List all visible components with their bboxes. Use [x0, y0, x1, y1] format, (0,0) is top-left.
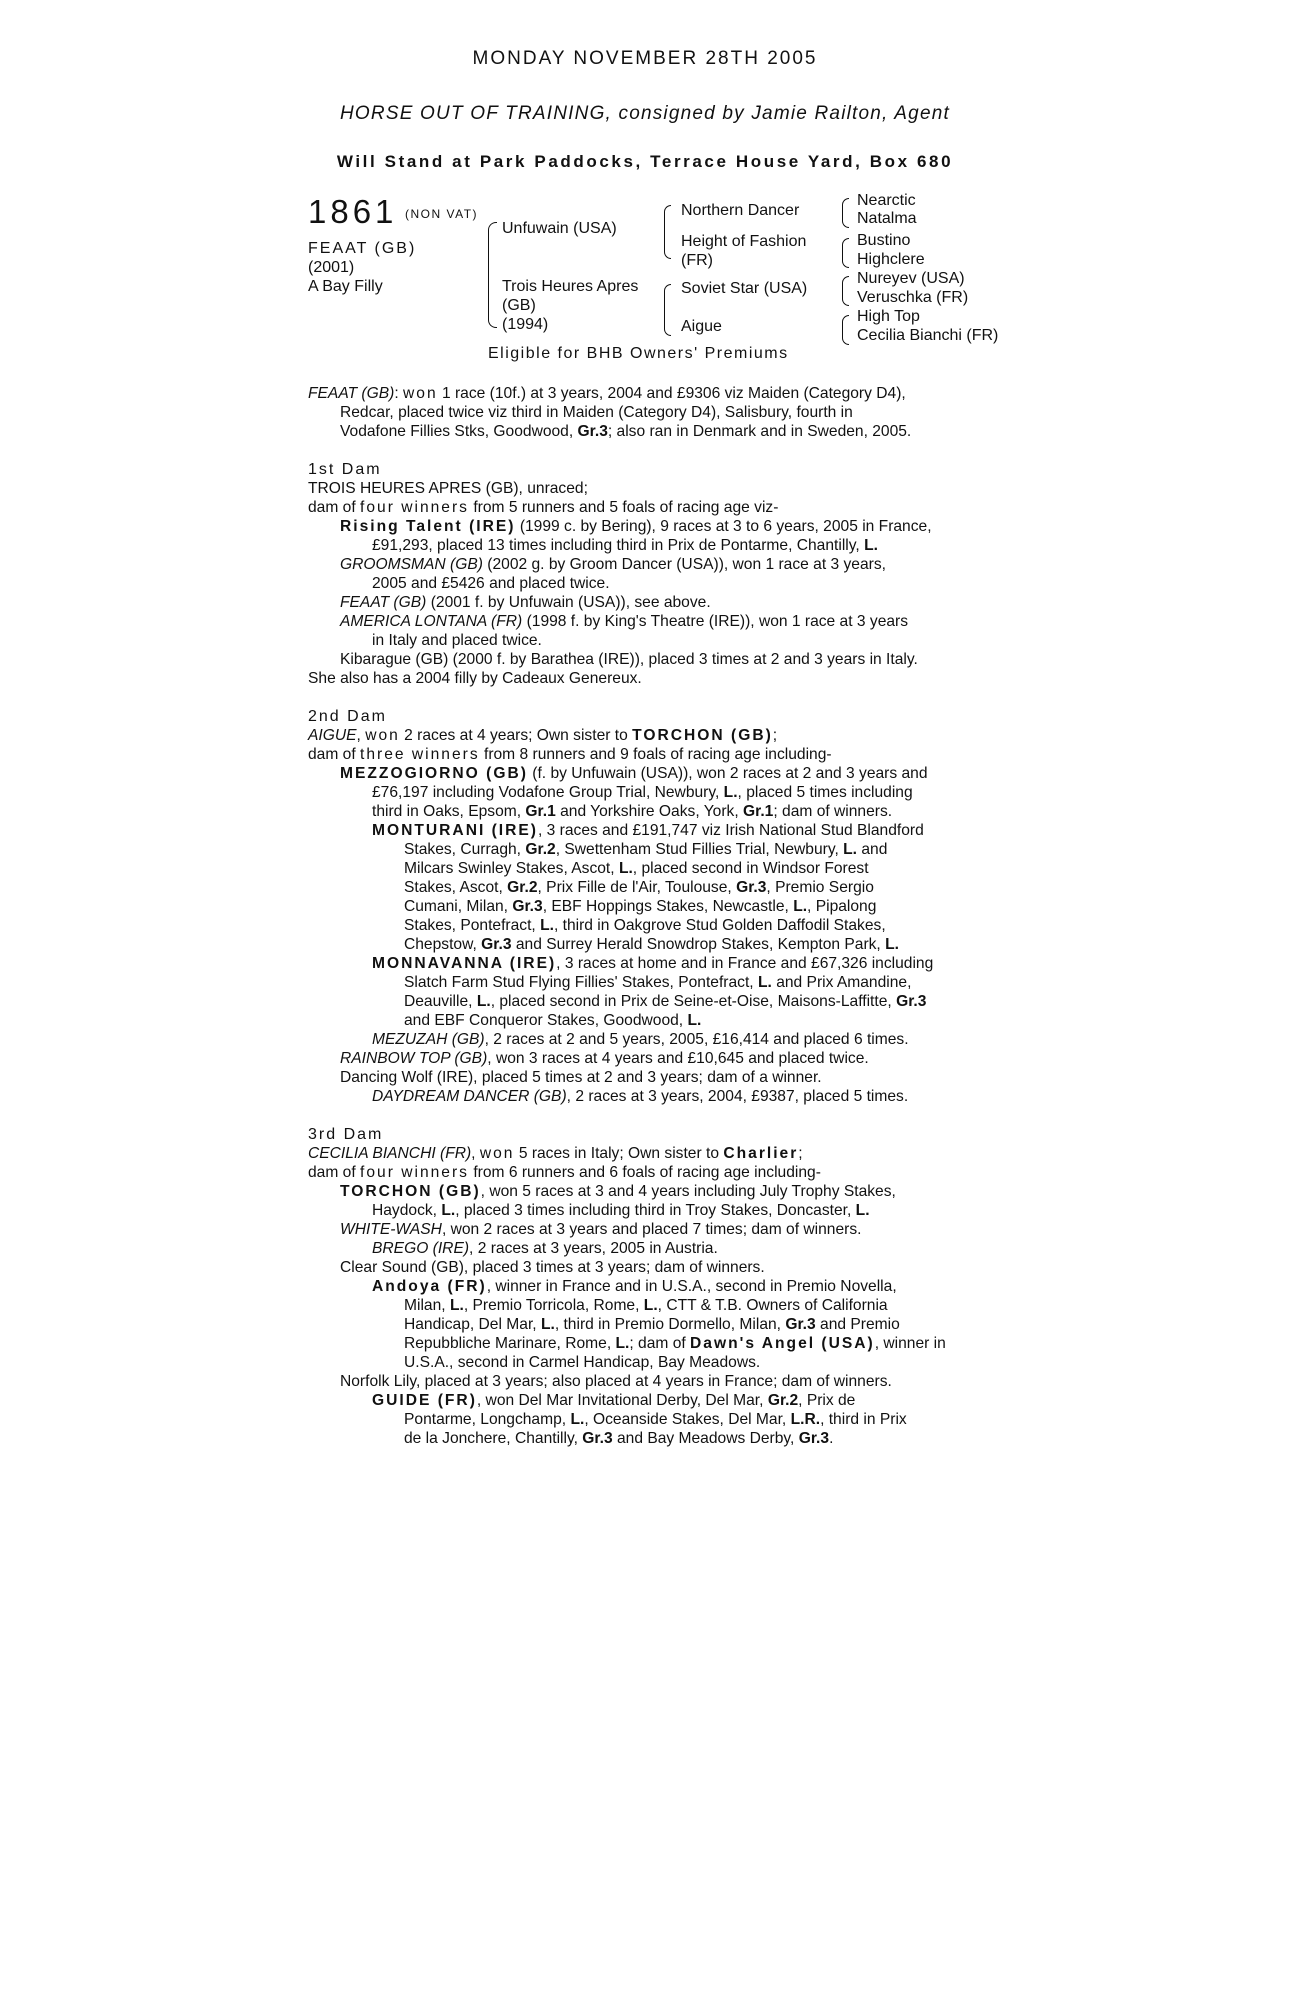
third-dam-winners: four winners: [360, 1164, 469, 1181]
monturani-text-6c: , third in Oakgrove Stud Golden Daffodil Stakes,: [553, 917, 886, 934]
white-wash-line: [340, 1220, 861, 1239]
dam-country: (GB): [502, 297, 536, 314]
guide-line-3: [404, 1429, 833, 1448]
mezzogiorno-grade-3a: Gr.1: [525, 803, 556, 820]
guide-line-1: [372, 1391, 855, 1410]
torchon-grade-a: L.: [441, 1202, 456, 1219]
premiums-eligibility: Eligible for BHB Owners' Premiums: [488, 345, 789, 362]
second-dam-winners: three winners: [360, 746, 480, 763]
white-wash-text: , won 2 races at 3 years and placed 7 times; dam of winners.: [441, 1221, 862, 1238]
cecilia-bianchi-name: CECILIA BIANCHI (FR): [308, 1145, 472, 1162]
andoya-text-2a: Milan,: [404, 1297, 446, 1314]
monturani-text-7a: Chepstow,: [404, 936, 477, 953]
monnavanna-grade-4: L.: [687, 1012, 702, 1029]
groomsman-name: GROOMSMAN (GB): [340, 556, 483, 573]
guide-text-3a: de la Jonchere, Chantilly,: [404, 1430, 578, 1447]
guide-text-2c: , Oceanside Stakes, Del Mar,: [584, 1411, 787, 1428]
mezuzah-text: , 2 races at 2 and 5 years, 2005, £16,414 and placed 6 times.: [484, 1031, 909, 1048]
monturani-grade-6: L.: [540, 917, 554, 934]
monnavanna-name: MONNAVANNA (IRE): [372, 955, 557, 972]
brego-text: , 2 races at 3 years, 2005 in Austria.: [469, 1240, 718, 1257]
andoya-text-3a: Handicap, Del Mar,: [404, 1316, 537, 1333]
norfolk-lily-line: Norfolk Lily, placed at 3 years; also placed at 4 years in France; dam of winners.: [340, 1373, 892, 1390]
brego-name: BREGO (IRE): [372, 1240, 470, 1257]
feaat-text: (2001 f. by Unfuwain (USA)), see above.: [430, 594, 711, 611]
brace-gen3-2: [842, 238, 849, 268]
monturani-line-1: [372, 821, 924, 840]
second-dam-foals: from 8 runners and 9 foals of racing age including-: [483, 746, 832, 763]
guide-grade-2a: L.: [570, 1411, 585, 1428]
first-dam-foals: from 5 runners and 5 foals of racing age viz-: [473, 499, 779, 516]
third-dam-dam-of: dam of: [308, 1164, 356, 1181]
dam-dam: Aigue: [681, 318, 722, 335]
torchon-grade-b: L.: [855, 1202, 870, 1219]
monnavanna-text-3a: Deauville,: [404, 993, 473, 1010]
brace-gen3-4: [842, 315, 849, 345]
dam-dam-dam: Cecilia Bianchi (FR): [857, 327, 999, 344]
rising-talent-name: Rising Talent (IRE): [340, 518, 516, 535]
record-line-1: [308, 384, 906, 403]
monnavanna-line-2: [404, 973, 911, 992]
andoya-text-1: , winner in France and in U.S.A., second in Premio Novella,: [486, 1278, 897, 1295]
brego-line: [372, 1239, 718, 1258]
monturani-line-6: [404, 916, 886, 935]
america-lontana-text-1: (1998 f. by King's Theatre (IRE)), won 1 race at 3 years: [526, 613, 909, 630]
groomsman-text-1: (2002 g. by Groom Dancer (USA)), won 1 race at 3 years,: [487, 556, 886, 573]
mezzogiorno-name: MEZZOGIORNO (GB): [340, 765, 528, 782]
cecilia-comma: ,: [471, 1145, 476, 1162]
dawns-angel-name: Dawn's Angel (USA): [690, 1335, 875, 1352]
andoya-grade-3b: Gr.3: [785, 1316, 816, 1333]
cecilia-semicolon: ;: [798, 1145, 803, 1162]
daydream-dancer-name: DAYDREAM DANCER (GB): [372, 1088, 567, 1105]
record-line-3: [340, 422, 911, 441]
torchon-line-1: [340, 1182, 896, 1201]
rising-talent-text-2: £91,293, placed 13 times including third in Prix de Pontarme, Chantilly,: [372, 537, 860, 554]
andoya-text-2c: , Premio Torricola, Rome,: [463, 1297, 640, 1314]
first-dam-dam-of: dam of: [308, 499, 356, 516]
brace-sire: [664, 205, 671, 259]
monnavanna-text-2c: and Prix Amandine,: [776, 974, 912, 991]
rising-talent-line-2: [372, 536, 878, 555]
sire-dam-dam: Highclere: [857, 251, 925, 268]
monturani-text-4c: , Prix Fille de l'Air, Toulouse,: [537, 879, 732, 896]
torchon-text-1: , won 5 races at 3 and 4 years including July Trophy Stakes,: [480, 1183, 896, 1200]
brace-main: [488, 222, 497, 328]
lot-number: 1861: [308, 193, 398, 230]
daydream-dancer-line: [372, 1087, 908, 1106]
rising-talent-text-1: (1999 c. by Bering), 9 races at 3 to 6 years, 2005 in France,: [519, 518, 932, 535]
andoya-text-4a: Repubbliche Marinare, Rome,: [404, 1335, 612, 1352]
monturani-text-7c: and Surrey Herald Snowdrop Stakes, Kempton Park,: [515, 936, 881, 953]
monnavanna-text-4a: and EBF Conqueror Stakes, Goodwood,: [404, 1012, 684, 1029]
monturani-grade-5b: L.: [793, 898, 808, 915]
second-dam-dam-of: dam of: [308, 746, 356, 763]
record-text-3a: Vodafone Fillies Stks, Goodwood,: [340, 423, 574, 440]
rainbow-top-line: [340, 1049, 869, 1068]
monnavanna-grade-2: L.: [757, 974, 772, 991]
foaling-year: (2001): [308, 259, 355, 276]
dam-dam-sire: High Top: [857, 308, 920, 325]
mezuzah-name: MEZUZAH (GB): [372, 1031, 485, 1048]
brace-gen3-1: [842, 198, 849, 228]
first-dam-winners: four winners: [360, 499, 469, 516]
monturani-grade-7b: L.: [885, 936, 899, 953]
second-dam-heading: 2nd Dam: [308, 708, 387, 725]
cecilia-text: 5 races in Italy; Own sister to: [518, 1145, 720, 1162]
monnavanna-text-3c: , placed second in Prix de Seine-et-Oise, Maisons-Laffitte,: [490, 993, 892, 1010]
torchon-text-2c: , placed 3 times including third in Troy Stakes, Doncaster,: [455, 1202, 852, 1219]
monnavanna-line-1: [372, 954, 933, 973]
daydream-dancer-text: , 2 races at 3 years, 2004, £9387, placed 5 times.: [566, 1088, 909, 1105]
monturani-text-2c: , Swettenham Stud Fillies Trial, Newbury,: [555, 841, 839, 858]
mezzogiorno-text-3a: third in Oaks, Epsom,: [372, 803, 522, 820]
guide-grade-2b: L.R.: [790, 1411, 821, 1428]
monturani-text-3a: Milcars Swinley Stakes, Ascot,: [404, 860, 615, 877]
aigue-name: AIGUE: [308, 727, 357, 744]
record-line-2: Redcar, placed twice viz third in Maiden (Category D4), Salisbury, fourth in: [340, 404, 853, 421]
guide-grade-3a: Gr.3: [582, 1430, 613, 1447]
andoya-name: Andoya (FR): [372, 1278, 487, 1295]
third-dam-heading: 3rd Dam: [308, 1126, 384, 1143]
aigue-comma: ,: [356, 727, 361, 744]
andoya-grade-2b: L.: [643, 1297, 658, 1314]
sire-dam: Height of Fashion: [681, 233, 807, 250]
monturani-grade-7a: Gr.3: [481, 936, 512, 953]
rainbow-top-name: RAINBOW TOP (GB): [340, 1050, 488, 1067]
dancing-wolf-line: Dancing Wolf (IRE), placed 5 times at 2 and 3 years; dam of a winner.: [340, 1069, 822, 1086]
third-dam-foals: from 6 runners and 6 foals of racing age including-: [473, 1164, 821, 1181]
andoya-line-1: [372, 1277, 897, 1296]
monturani-text-5a: Cumani, Milan,: [404, 898, 508, 915]
monturani-grade-5a: Gr.3: [512, 898, 543, 915]
consignment-line: HORSE OUT OF TRAINING, consigned by Jamie Railton, Agent: [340, 103, 950, 124]
groomsman-line-1: [340, 555, 886, 574]
brace-gen3-3: [842, 276, 849, 306]
monturani-grade-2b: L.: [843, 841, 858, 858]
dam: Trois Heures Apres: [502, 278, 639, 295]
feaat-name: FEAAT (GB): [340, 594, 427, 611]
horse-name: FEAAT (GB): [308, 240, 417, 257]
monturani-line-7: [404, 935, 899, 954]
monnavanna-grade-3a: L.: [476, 993, 491, 1010]
groomsman-line-2: 2005 and £5426 and placed twice.: [372, 575, 610, 592]
aigue-won: won: [365, 727, 400, 744]
monturani-grade-3: L.: [618, 860, 633, 877]
mezzogiorno-text-2a: £76,197 including Vodafone Group Trial, Newbury,: [372, 784, 720, 801]
andoya-text-2e: , CTT & T.B. Owners of California: [657, 1297, 888, 1314]
monnavanna-text-2a: Slatch Farm Stud Flying Fillies' Stakes, Pontefract,: [404, 974, 754, 991]
sire: Unfuwain (USA): [502, 220, 617, 237]
monturani-text-4e: , Premio Sergio: [766, 879, 874, 896]
andoya-line-4: [404, 1334, 946, 1353]
monturani-grade-2a: Gr.2: [525, 841, 556, 858]
rising-talent-grade: L.: [864, 537, 878, 554]
mezzogiorno-line-2: [372, 783, 913, 802]
first-dam-line-2: [308, 498, 778, 517]
horse-description: A Bay Filly: [308, 278, 383, 295]
monturani-text-6a: Stakes, Pontefract,: [404, 917, 536, 934]
mezzogiorno-text-2c: , placed 5 times including: [737, 784, 913, 801]
mezuzah-line: [372, 1030, 909, 1049]
guide-name: GUIDE (FR): [372, 1392, 477, 1409]
vat-status: (NON VAT): [405, 207, 479, 221]
monnavanna-text-1: , 3 races at home and in France and £67,326 including: [556, 955, 934, 972]
andoya-line-2: [404, 1296, 888, 1315]
mezzogiorno-grade-2: L.: [723, 784, 738, 801]
dam-year: (1994): [502, 316, 549, 333]
mezzogiorno-grade-3b: Gr.1: [743, 803, 774, 820]
dam-sire: Soviet Star (USA): [681, 280, 808, 297]
rising-talent-line-1: [340, 517, 932, 536]
mezzogiorno-text-3e: ; dam of winners.: [773, 803, 893, 820]
monturani-text-2a: Stakes, Curragh,: [404, 841, 522, 858]
record-horse-name: FEAAT (GB): [308, 385, 395, 402]
monnavanna-line-4: [404, 1011, 701, 1030]
record-won: won: [403, 385, 438, 402]
monnavanna-line-3: [404, 992, 926, 1011]
sire-dam-sire: Bustino: [857, 232, 911, 249]
monturani-text-1: , 3 races and £191,747 viz Irish National Stud Blandford: [538, 822, 924, 839]
monturani-line-5: [404, 897, 876, 916]
white-wash-name: WHITE-WASH: [340, 1221, 442, 1238]
third-dam-line-1: [308, 1144, 803, 1163]
andoya-grade-4: L.: [615, 1335, 630, 1352]
andoya-grade-3a: L.: [540, 1316, 555, 1333]
mezzogiorno-text-3c: and Yorkshire Oaks, York,: [560, 803, 739, 820]
andoya-text-4c: ; dam of: [629, 1335, 686, 1352]
cecilia-won: won: [479, 1145, 515, 1162]
america-lontana-name: AMERICA LONTANA (FR): [340, 613, 523, 630]
monturani-line-4: [404, 878, 874, 897]
aigue-text: 2 races at 4 years; Own sister to: [404, 727, 628, 744]
guide-text-2e: , third in Prix: [820, 1411, 907, 1428]
monturani-text-2e: and: [861, 841, 888, 858]
torchon-name: TORCHON (GB): [340, 1183, 481, 1200]
andoya-grade-2a: L.: [449, 1297, 464, 1314]
guide-text-3e: .: [829, 1430, 834, 1447]
sire-dam-country: (FR): [681, 252, 713, 269]
guide-text-3c: and Bay Meadows Derby,: [616, 1430, 795, 1447]
monturani-name: MONTURANI (IRE): [372, 822, 538, 839]
record-grade: Gr.3: [577, 423, 608, 440]
andoya-line-3: [404, 1315, 900, 1334]
kibarague-line: Kibarague (GB) (2000 f. by Barathea (IRE)), placed 3 times at 2 and 3 years in Italy.: [340, 651, 918, 668]
stand-location: Will Stand at Park Paddocks, Terrace House Yard, Box 680: [336, 152, 954, 171]
mezzogiorno-text-1: (f. by Unfuwain (USA)), won 2 races at 2 and 3 years and: [532, 765, 928, 782]
monturani-grade-4a: Gr.2: [507, 879, 538, 896]
brace-dam: [664, 284, 671, 336]
sale-date: MONDAY NOVEMBER 28TH 2005: [472, 48, 818, 69]
rainbow-top-text: , won 3 races at 4 years and £10,645 and placed twice.: [487, 1050, 869, 1067]
guide-text-1c: , Prix de: [798, 1392, 856, 1409]
feaat-line: [340, 593, 711, 612]
record-text-3b: ; also ran in Denmark and in Sweden, 2005.: [607, 423, 912, 440]
second-dam-line-1: [308, 726, 777, 745]
dam-sire-sire: Nureyev (USA): [857, 270, 965, 287]
first-dam-heading: 1st Dam: [308, 461, 382, 478]
clear-sound-line: Clear Sound (GB), placed 3 times at 3 years; dam of winners.: [340, 1259, 765, 1276]
torchon-line-2: [372, 1201, 870, 1220]
guide-text-2a: Pontarme, Longchamp,: [404, 1411, 567, 1428]
monturani-grade-4b: Gr.3: [736, 879, 767, 896]
record-text-1b: 1 race (10f.) at 3 years, 2004 and £9306 viz Maiden (Category D4),: [441, 385, 906, 402]
guide-line-2: [404, 1410, 907, 1429]
guide-text-1a: , won Del Mar Invitational Derby, Del Mar,: [476, 1392, 764, 1409]
cecilia-sister: Charlier: [723, 1145, 799, 1162]
andoya-line-5: U.S.A., second in Carmel Handicap, Bay Meadows.: [404, 1354, 761, 1371]
monturani-text-5c: , EBF Hoppings Stakes, Newcastle,: [542, 898, 789, 915]
aigue-sister: TORCHON (GB): [632, 727, 773, 744]
sire-sire-sire: Nearctic: [857, 192, 916, 209]
third-dam-line-2: [308, 1163, 821, 1182]
record-colon: :: [394, 385, 404, 402]
mezzogiorno-line-1: [340, 764, 928, 783]
america-lontana-line-2: in Italy and placed twice.: [372, 632, 542, 649]
dam-sire-dam: Veruschka (FR): [857, 289, 969, 306]
monturani-text-3c: , placed second in Windsor Forest: [632, 860, 869, 877]
sire-sire-dam: Natalma: [857, 210, 917, 227]
andoya-text-4e: , winner in: [874, 1335, 946, 1352]
monturani-text-4a: Stakes, Ascot,: [404, 879, 503, 896]
torchon-text-2a: Haydock,: [372, 1202, 438, 1219]
monnavanna-grade-3b: Gr.3: [896, 993, 927, 1010]
mezzogiorno-line-3: [372, 802, 892, 821]
andoya-text-3c: , third in Premio Dormello, Milan,: [554, 1316, 781, 1333]
guide-grade-3b: Gr.3: [798, 1430, 830, 1447]
aigue-semicolon: ;: [772, 727, 778, 744]
monturani-line-3: [404, 859, 869, 878]
monturani-text-5e: , Pipalong: [807, 898, 877, 915]
first-dam-line-1: TROIS HEURES APRES (GB), unraced;: [308, 480, 588, 497]
andoya-text-3e: and Premio: [820, 1316, 900, 1333]
sire-sire: Northern Dancer: [681, 202, 800, 219]
guide-grade-1: Gr.2: [767, 1392, 799, 1409]
first-dam-also: She also has a 2004 filly by Cadeaux Genereux.: [308, 670, 642, 687]
monturani-line-2: [404, 840, 887, 859]
america-lontana-line-1: [340, 612, 908, 631]
second-dam-line-2: [308, 745, 832, 764]
